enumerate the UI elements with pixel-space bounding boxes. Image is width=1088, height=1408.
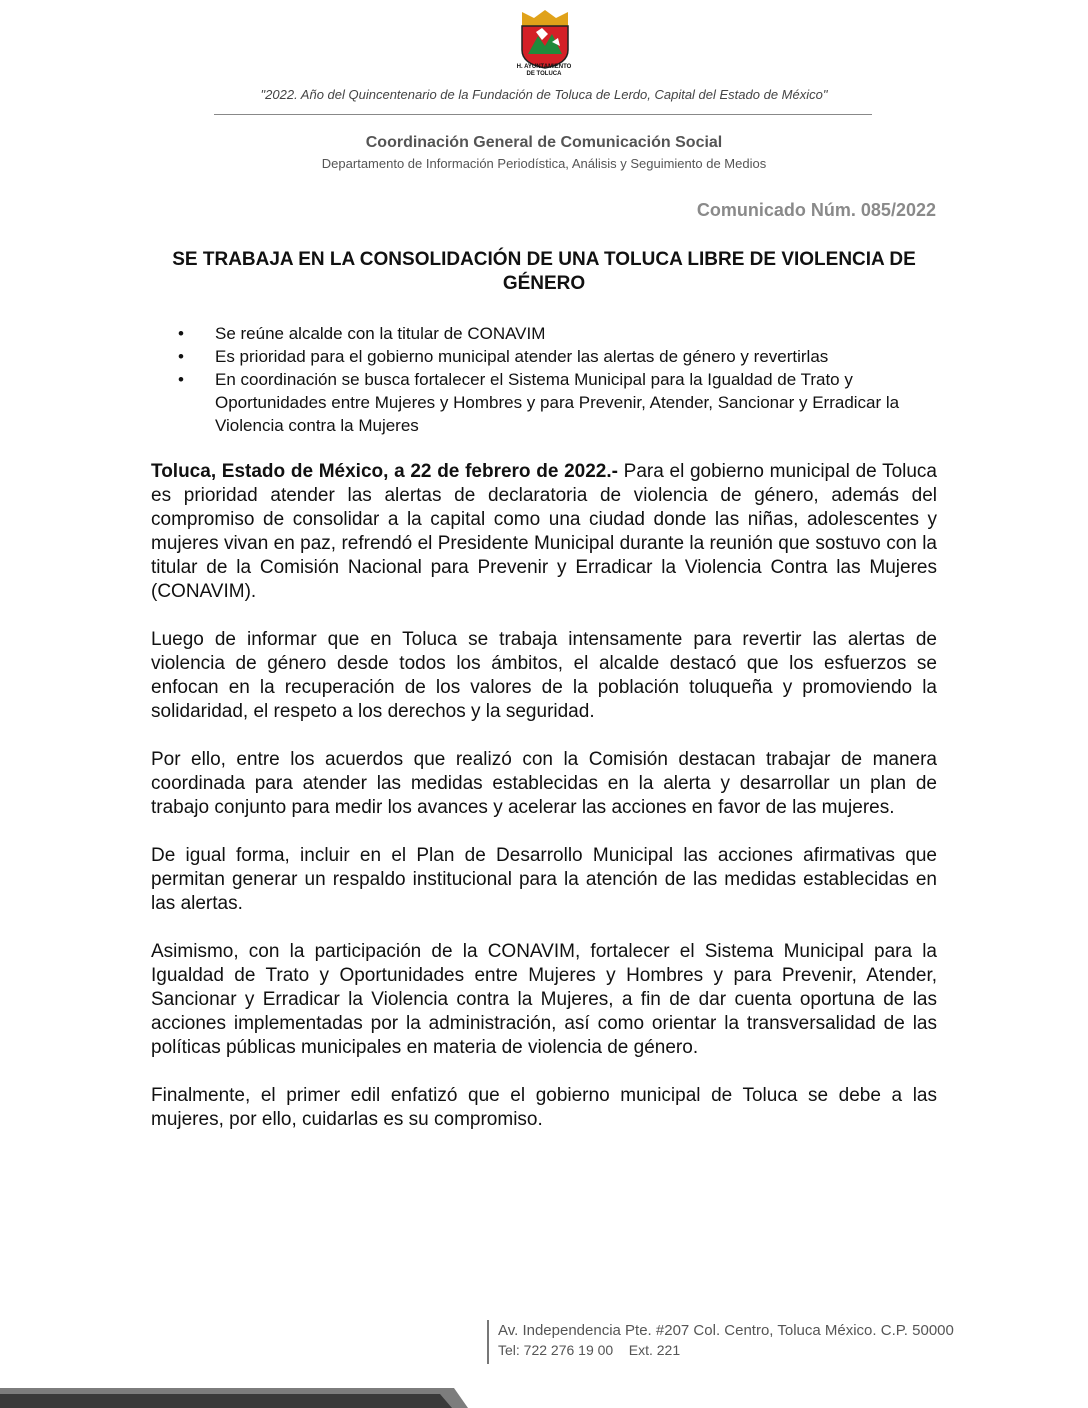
highlights-list bbox=[178, 322, 938, 437]
list-item bbox=[178, 322, 938, 345]
footer-phone: Tel: 722 276 19 00 Ext. 221 bbox=[498, 1342, 681, 1358]
list-item-text: Se reúne alcalde con la titular de CONAVIM bbox=[215, 324, 546, 343]
body-paragraph: De igual forma, incluir en el Plan de Desarrollo Municipal las acciones afirmativas que permitan generar un respaldo institucional para la atención de las medidas establecidas en las alertas. bbox=[151, 845, 937, 914]
logo-line-2: DE TOLUCA bbox=[526, 71, 562, 77]
body-paragraph bbox=[151, 460, 937, 604]
logo-caption bbox=[496, 64, 592, 78]
list-item-text: Es prioridad para el gobierno municipal atender las alertas de género y revertirlas bbox=[215, 347, 829, 366]
logo-line-1: H. AYUNTAMIENTO bbox=[516, 64, 572, 70]
header-divider bbox=[214, 114, 872, 115]
paragraph-text: Para el gobierno municipal de Toluca es prioridad atender las alertas de declaratoria de violencia de género, además del compromiso de consolidar a la capital como una ciudad donde las niñas, adolescentes y mujeres vivan en paz, refrendó el Presidente Municipal durante la reunión que sostuvo con la titular de la Comisión Nacional para Prevenir y Erradicar la Violencia Contra las Mujeres (CONAVIM). bbox=[151, 461, 937, 602]
coordination-heading: Coordinación General de Comunicación Social bbox=[365, 134, 723, 151]
body-paragraph: Asimismo, con la participación de la CONAVIM, fortalecer el Sistema Municipal para la Igualdad de Trato y Oportunidades entre Mujeres y Hombres y para Prevenir, Atender, Sancionar y Erradicar la Violencia contra la Mujeres, a fin de dar cuenta oportuna de las acciones implementadas por la administración, así como orientar la transversalidad de las políticas públicas municipales en materia de violencia de género. bbox=[151, 941, 937, 1058]
body-paragraph: Por ello, entre los acuerdos que realizó con la Comisión destacan trabajar de manera coordinada para atender las medidas establecidas en la alerta y desarrollar un plan de trabajo conjunto para medir los avances y acelerar las acciones en favor de las mujeres. bbox=[151, 749, 937, 818]
list-item-text: En coordinación se busca fortalecer el Sistema Municipal para la Igualdad de Trato y Oportunidades entre Mujeres y Hombres y para Prevenir, Atender, Sancionar y Erradicar la Violencia contra la Mujeres bbox=[215, 370, 900, 435]
bullet-icon: • bbox=[178, 324, 184, 343]
body-paragraph: Luego de informar que en Toluca se trabaja intensamente para revertir las alertas de violencia de género desde todos los ámbitos, el alcalde destacó que los esfuerzos se enfocan en la recuperación de los valores de la población toluqueña y promoviendo la solidaridad, el respeto a los derechos y la seguridad. bbox=[151, 629, 937, 722]
press-release-body bbox=[151, 460, 937, 1156]
bullet-icon: • bbox=[178, 347, 184, 366]
footer-address: Av. Independencia Pte. #207 Col. Centro, Toluca México. C.P. 50000 bbox=[498, 1322, 954, 1339]
dateline: Toluca, Estado de México, a 22 de febrero de 2022.- bbox=[151, 461, 618, 482]
list-item bbox=[178, 345, 938, 368]
bottom-decorative-stripe bbox=[0, 1388, 468, 1408]
department-subheading: Departamento de Información Periodística, Análisis y Seguimiento de Medios bbox=[321, 156, 767, 171]
body-paragraph: Finalmente, el primer edil enfatizó que el gobierno municipal de Toluca se debe a las mujeres, por ello, cuidarlas es su compromiso. bbox=[151, 1085, 937, 1130]
footer-divider bbox=[487, 1320, 489, 1364]
press-release-title: SE TRABAJA EN LA CONSOLIDACIÓN DE UNA TOLUCA LIBRE DE VIOLENCIA DE GÉNERO bbox=[172, 249, 916, 294]
list-item bbox=[178, 368, 938, 437]
year-motto: "2022. Año del Quincentenario de la Fundación de Toluca de Lerdo, Capital del Estado de México" bbox=[260, 87, 828, 102]
comunicado-number: Comunicado Núm. 085/2022 bbox=[696, 200, 936, 220]
bullet-icon: • bbox=[178, 370, 184, 389]
